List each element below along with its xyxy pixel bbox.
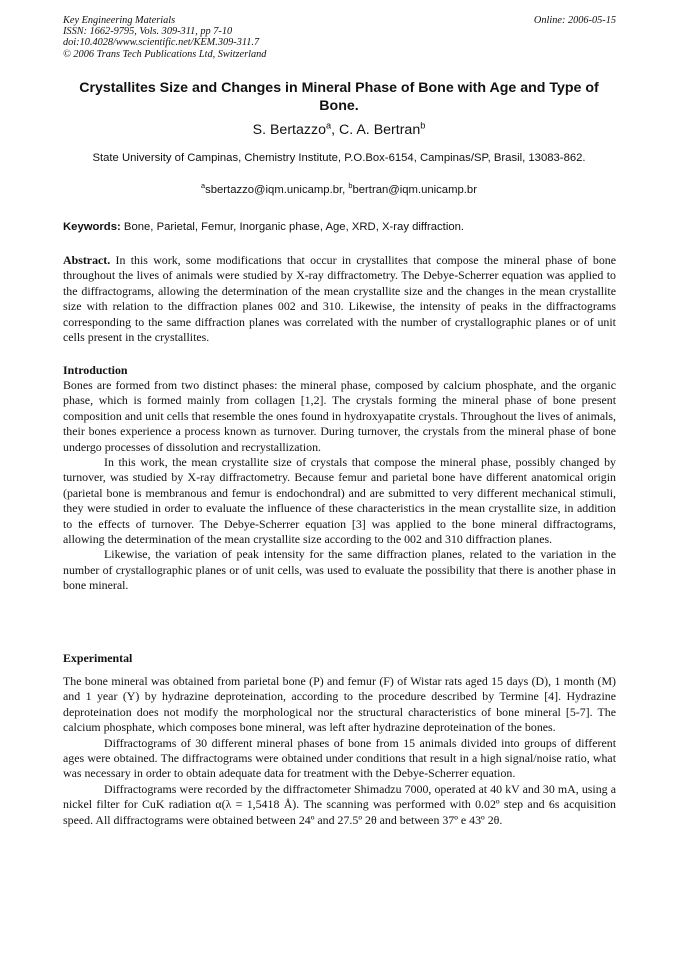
experimental-paragraph-2: Diffractograms of 30 different mineral phases of bone from 15 animals divided into groups of different ages were obtained. The diffractograms were obtained under conditions that result in a high signal/noise ratio, what was necessary in order to obtain adequate data for treatment with the Debye-Scherrer equation.	[63, 735, 616, 781]
author-separator: ,	[331, 122, 339, 138]
keywords-text: Bone, Parietal, Femur, Inorganic phase, Age, XRD, X-ray diffraction.	[120, 221, 465, 233]
keywords	[63, 221, 616, 233]
introduction-body	[63, 378, 616, 594]
email-2-sup: b	[348, 181, 353, 191]
experimental-heading: Experimental	[63, 651, 133, 665]
email-line	[60, 181, 618, 196]
abstract-label: Abstract.	[63, 253, 111, 267]
experimental-body	[63, 674, 616, 828]
abstract-text: In this work, some modifications that occur in crystallites that compose the mineral phase of bone throughout the lives of animals were studied by X-ray diffractometry. The Debye-Scherrer equation was applied to the diffractograms, allowing the determination of the mean crystallite size and the changes in the mean crystallite size with relation to the diffraction planes 002 and 310. Likewise, the intensity of peaks in the diffractograms corresponding to the same diffraction planes was correlated with the number of crystallographic planes or of unit cells present in the crystallites.	[63, 253, 616, 345]
author-2-sup: b	[420, 120, 426, 131]
author-1: S. Bertazzo	[252, 122, 326, 138]
email-2: bertran@iqm.unicamp.br	[352, 184, 477, 196]
keywords-label: Keywords:	[63, 221, 121, 233]
email-1: sbertazzo@iqm.unicamp.br,	[205, 184, 349, 196]
experimental-paragraph-3: Diffractograms were recorded by the diffractometer Shimadzu 7000, operated at 40 kV and 30 mA, using a nickel filter for CuK radiation α(λ = 1,5418 Å). The scanning was performed with 0.02º step and 6s acquisition speed. All diffractograms were obtained between 24º and 27.5º 2θ and between 37º e 43º 2θ.	[63, 781, 616, 827]
introduction-paragraph-3: Likewise, the variation of peak intensity for the same diffraction planes, related to the variation in the number of crystallographic planes or of unit cells, was used to evaluate the possibility that there is another phase in bone mineral.	[63, 547, 616, 593]
author-2: C. A. Bertran	[339, 122, 421, 138]
affiliation: State University of Campinas, Chemistry Institute, P.O.Box-6154, Campinas/SP, Brasil, 13083-862.	[92, 152, 586, 164]
abstract	[63, 253, 616, 345]
author-1-sup: a	[325, 120, 332, 131]
introduction-paragraph-2: In this work, the mean crystallite size of crystals that compose the mineral phase, possibly changed by turnover, was studied by X-ray diffractometry. Because femur and parietal bone have different anatomical origin (parietal bone is membranous and femur is endochondral) and are submitted to very different mechanical stimuli, they were studied in order to evaluate the influence of these characteristics in the mean crystallite size, in addition to the effects of turnover. The Debye-Scherrer equation [3] was applied to the bone mineral diffractograms, allowing the determination of the mean crystallite size according to the 002 and 310 diffraction planes.	[63, 455, 616, 547]
issn-line: ISSN: 1662-9795, Vols. 309-311, pp 7-10	[63, 26, 233, 38]
introduction-heading: Introduction	[63, 363, 128, 377]
introduction-paragraph-1: Bones are formed from two distinct phases: the mineral phase, composed by calcium phosphate, and the organic phase, which is formed mainly from collagen [1,2]. The crystals forming the mineral phase of bone present composition and unit cells that resemble the ones found in hydroxyapatite crystals. Throughout the lives of animals, their bones experience a process known as turnover. During turnover, the crystals from the mineral phase of bone undergo processes of dissolution and recrystallization.	[63, 378, 616, 454]
journal-name: Key Engineering Materials	[63, 15, 176, 26]
email-1-sup: a	[201, 181, 206, 191]
experimental-paragraph-1: The bone mineral was obtained from parietal bone (P) and femur (F) of Wistar rats aged 15 days (D), 1 month (M) and 1 year (Y) by hydrazine deproteination, according to the procedure described by Termine [4]. Hydrazine deproteination does not modify the morphological nor the structural characteristics of bone mineral [5-7]. The calcium phosphate, which composes bone mineral, was left after hydrazine deproteination of the bones.	[63, 674, 616, 735]
paper-title: Crystallites Size and Changes in Mineral Phase of Bone with Age and Type of Bone.	[79, 80, 599, 114]
online-date: Online: 2006-05-15	[533, 15, 616, 26]
author-line	[60, 122, 618, 138]
doi-line: doi:10.4028/www.scientific.net/KEM.309-311.7	[63, 37, 260, 49]
copyright-line: © 2006 Trans Tech Publications Ltd, Switzerland	[63, 48, 267, 60]
journal-header	[63, 15, 616, 60]
